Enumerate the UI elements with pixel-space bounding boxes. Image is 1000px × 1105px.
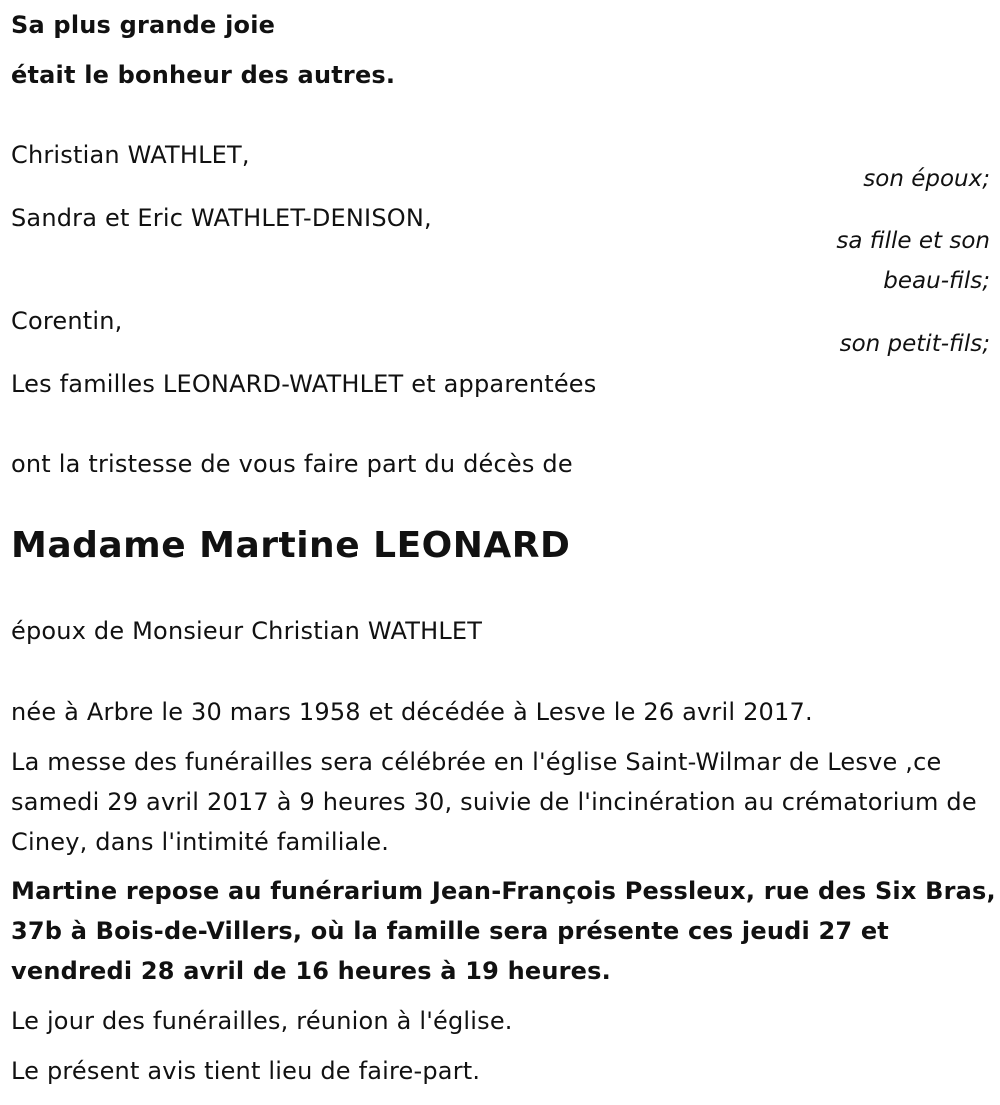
relation-grandson: son petit-fils; [839, 331, 990, 357]
funerarium-info: Martine repose au funérarium Jean-François Pessleux, rue des Six Bras, 37b à Bois-de-Villers, où la famille sera présente ces jeudi 27 et vendredi 28 avril de 16 heures à 19 heures. [11, 877, 996, 985]
family-member-christian: Christian WATHLET, [11, 141, 250, 169]
relation-daughter-line2: beau-fils; [883, 268, 990, 294]
family-member-sandra-eric: Sandra et Eric WATHLET-DENISON, [11, 204, 432, 232]
announcement: ont la tristesse de vous faire part du décès de [11, 450, 573, 478]
relation-spouse: son époux; [863, 166, 990, 192]
quote-line-2: était le bonheur des autres. [11, 61, 396, 89]
spouse-line: époux de Monsieur Christian WATHLET [11, 617, 483, 645]
quote-line-1: Sa plus grande joie [11, 11, 276, 39]
family-member-families: Les familles LEONARD-WATHLET et apparentées [11, 370, 597, 398]
family-member-corentin: Corentin, [11, 307, 123, 335]
deceased-name: Madame Martine LEONARD [11, 525, 571, 566]
birth-death: née à Arbre le 30 mars 1958 et décédée à Lesve le 26 avril 2017. [11, 698, 813, 726]
meeting-info: Le jour des funérailles, réunion à l'église. [11, 1007, 513, 1035]
relation-daughter-line1: sa fille et son [836, 228, 990, 254]
funeral-mass: La messe des funérailles sera célébrée en l'église Saint-Wilmar de Lesve ,ce samedi 29 avril 2017 à 9 heures 30, suivie de l'incinération au crématorium de Ciney, dans l'intimité familiale. [11, 748, 977, 856]
notice: Le présent avis tient lieu de faire-part. [11, 1057, 481, 1085]
